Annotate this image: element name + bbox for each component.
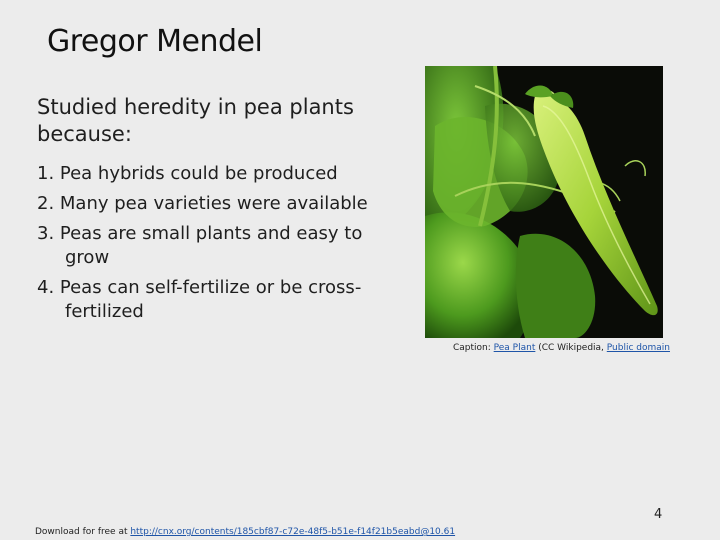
reasons-list <box>37 162 412 330</box>
pea-plant-link[interactable]: Pea Plant <box>493 343 536 353</box>
pea-plant-photo <box>425 66 663 338</box>
list-item: 1. Pea hybrids could be produced <box>37 163 338 184</box>
slide-title: Gregor Mendel <box>47 24 263 59</box>
list-item: 3. Peas are small plants and easy to grow <box>37 223 363 268</box>
list-item: 4. Peas can self-fertilize or be cross-fertilized <box>37 277 362 322</box>
caption-prefix: Caption: <box>453 343 494 353</box>
pea-plant-illustration <box>425 66 663 338</box>
download-link[interactable]: http://cnx.org/contents/185cbf87-c72e-48f5-b51e-f14f21b5eabd@10.61 <box>130 527 456 537</box>
list-item: 2. Many pea varieties were available <box>37 193 368 214</box>
caption-middle: (CC Wikipedia, <box>535 343 607 353</box>
page-number: 4 <box>654 507 663 522</box>
download-footer <box>35 527 455 537</box>
footer-prefix: Download for free at <box>35 527 131 537</box>
image-caption <box>453 343 670 353</box>
public-domain-link[interactable]: Public domain <box>606 343 670 353</box>
intro-text: Studied heredity in pea plants because: <box>37 95 354 146</box>
